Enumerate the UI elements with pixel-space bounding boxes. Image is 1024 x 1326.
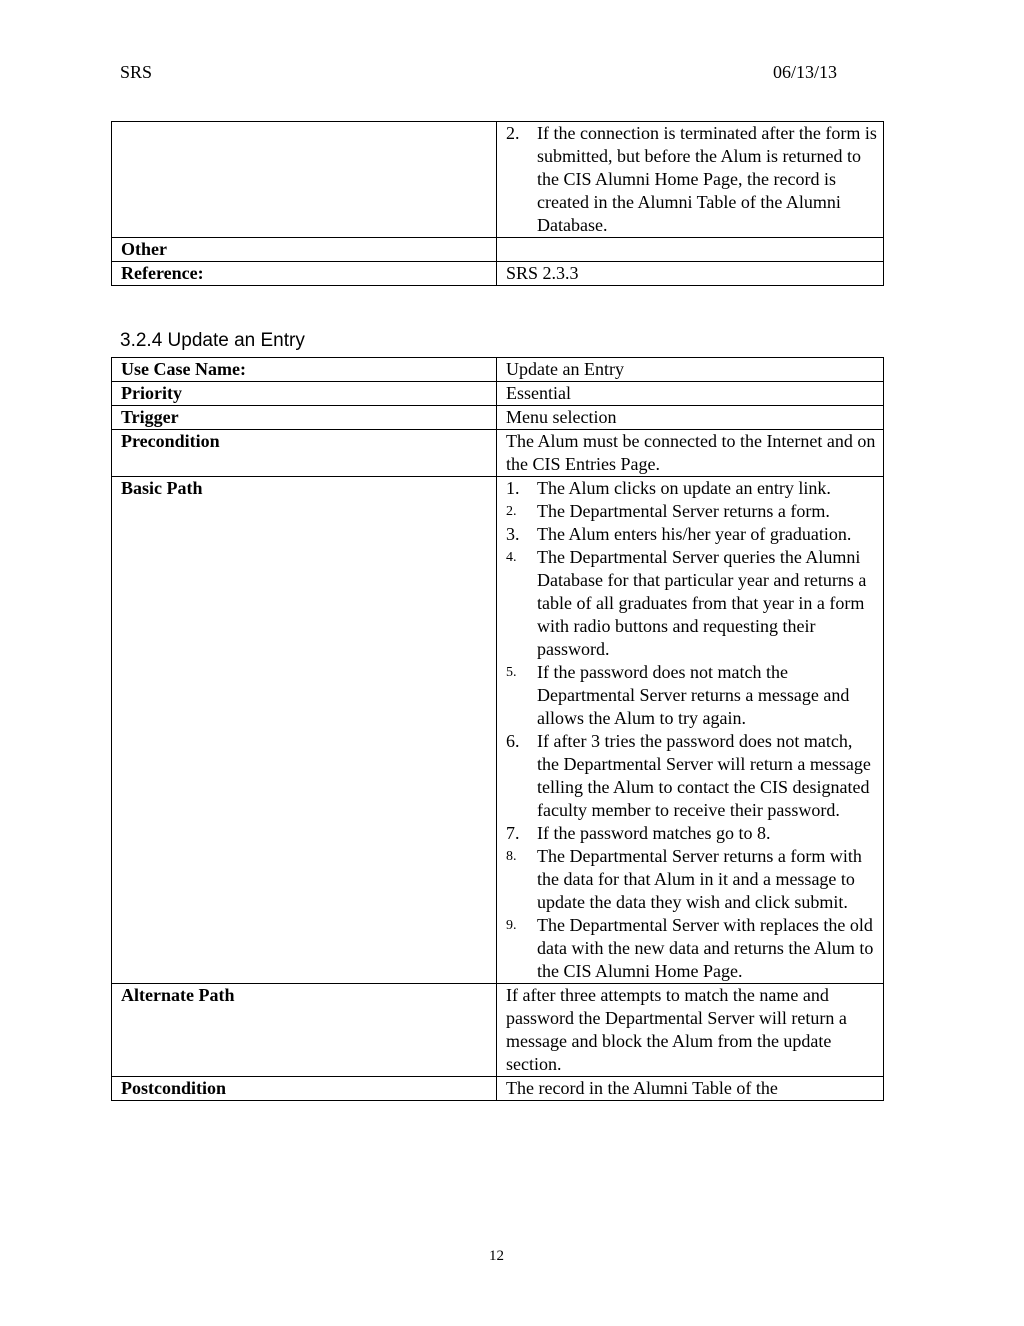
table-row [112,430,884,477]
table-row [112,238,884,262]
basic-path-cell [497,477,884,984]
step-number: 8. [506,849,517,864]
step-number: 3. [506,524,520,544]
alternate-path-value: If after three attempts to match the name and password the Departmental Server will return a message and block the Alum from the update section. [497,984,884,1077]
priority-label: Priority [112,382,497,406]
table-row [112,262,884,286]
header-date: 06/13/13 [773,62,838,82]
step-number: 7. [506,823,520,843]
use-case-name-label: Use Case Name: [112,358,497,382]
step-text: The Departmental Server returns a form with the data for that Alum in it and a message to update the data they wish and click submit. [537,846,862,912]
list-item [506,523,883,546]
postcondition-label: Postcondition [112,1077,497,1101]
alternate-path-label: Alternate Path [112,984,497,1077]
priority-value: Essential [497,382,884,406]
table-row [112,122,884,238]
reference-label: Reference: [112,262,497,286]
postcondition-value: The record in the Alumni Table of the [497,1077,884,1101]
list-item [506,822,883,845]
step-text: If after 3 tries the password does not match, the Departmental Server will return a message telling the Alum to contact the CIS designated faculty member to receive their password. [537,731,871,820]
step-text: The Departmental Server with replaces the old data with the new data and returns the Alum to the CIS Alumni Home Page. [537,915,874,981]
continued-steps-cell [497,122,884,238]
list-item [506,730,883,822]
header-left: SRS [120,62,153,82]
list-item [506,845,883,914]
step-text: The Departmental Server queries the Alumni Database for that particular year and returns a table of all graduates from that year in a form with radio buttons and requesting their password. [537,547,867,659]
precondition-value: The Alum must be connected to the Internet and on the CIS Entries Page. [497,430,884,477]
trigger-value: Menu selection [497,406,884,430]
table-row [112,382,884,406]
step-text: The Alum enters his/her year of graduation. [537,524,852,544]
list-item [506,477,883,500]
table-row [112,1077,884,1101]
step-text: The Departmental Server returns a form. [537,501,830,521]
basic-path-label: Basic Path [112,477,497,984]
other-value [497,238,884,262]
list-item [506,500,883,523]
trigger-label: Trigger [112,406,497,430]
step-number: 2. [506,123,520,143]
use-case-table [111,357,884,1101]
continued-steps-list [506,122,883,237]
section-title: 3.2.4 Update an Entry [120,330,305,351]
page-number: 12 [489,1248,504,1264]
table-row [112,477,884,984]
basic-path-steps [506,477,883,983]
step-number: 9. [506,918,517,933]
step-number: 6. [506,731,520,751]
step-text: If the password matches go to 8. [537,823,771,843]
list-item [506,122,883,237]
reference-value: SRS 2.3.3 [497,262,884,286]
step-text: If the password does not match the Departmental Server returns a message and allows the Alum to try again. [537,662,850,728]
use-case-name-value: Update an Entry [497,358,884,382]
other-label: Other [112,238,497,262]
list-item [506,546,883,661]
continued-use-case-table [111,121,884,286]
list-item [506,661,883,730]
step-text: The Alum clicks on update an entry link. [537,478,831,498]
table-row [112,358,884,382]
step-number: 5. [506,665,517,680]
precondition-label: Precondition [112,430,497,477]
table-row [112,406,884,430]
empty-cell [112,122,497,238]
step-text: If the connection is terminated after the form is submitted, but before the Alum is returned to the CIS Alumni Home Page, the record is created in the Alumni Table of the Alumni Database. [537,123,877,235]
list-item [506,914,883,983]
step-number: 1. [506,478,520,498]
step-number: 4. [506,550,517,565]
table-row [112,984,884,1077]
step-number: 2. [506,504,517,519]
